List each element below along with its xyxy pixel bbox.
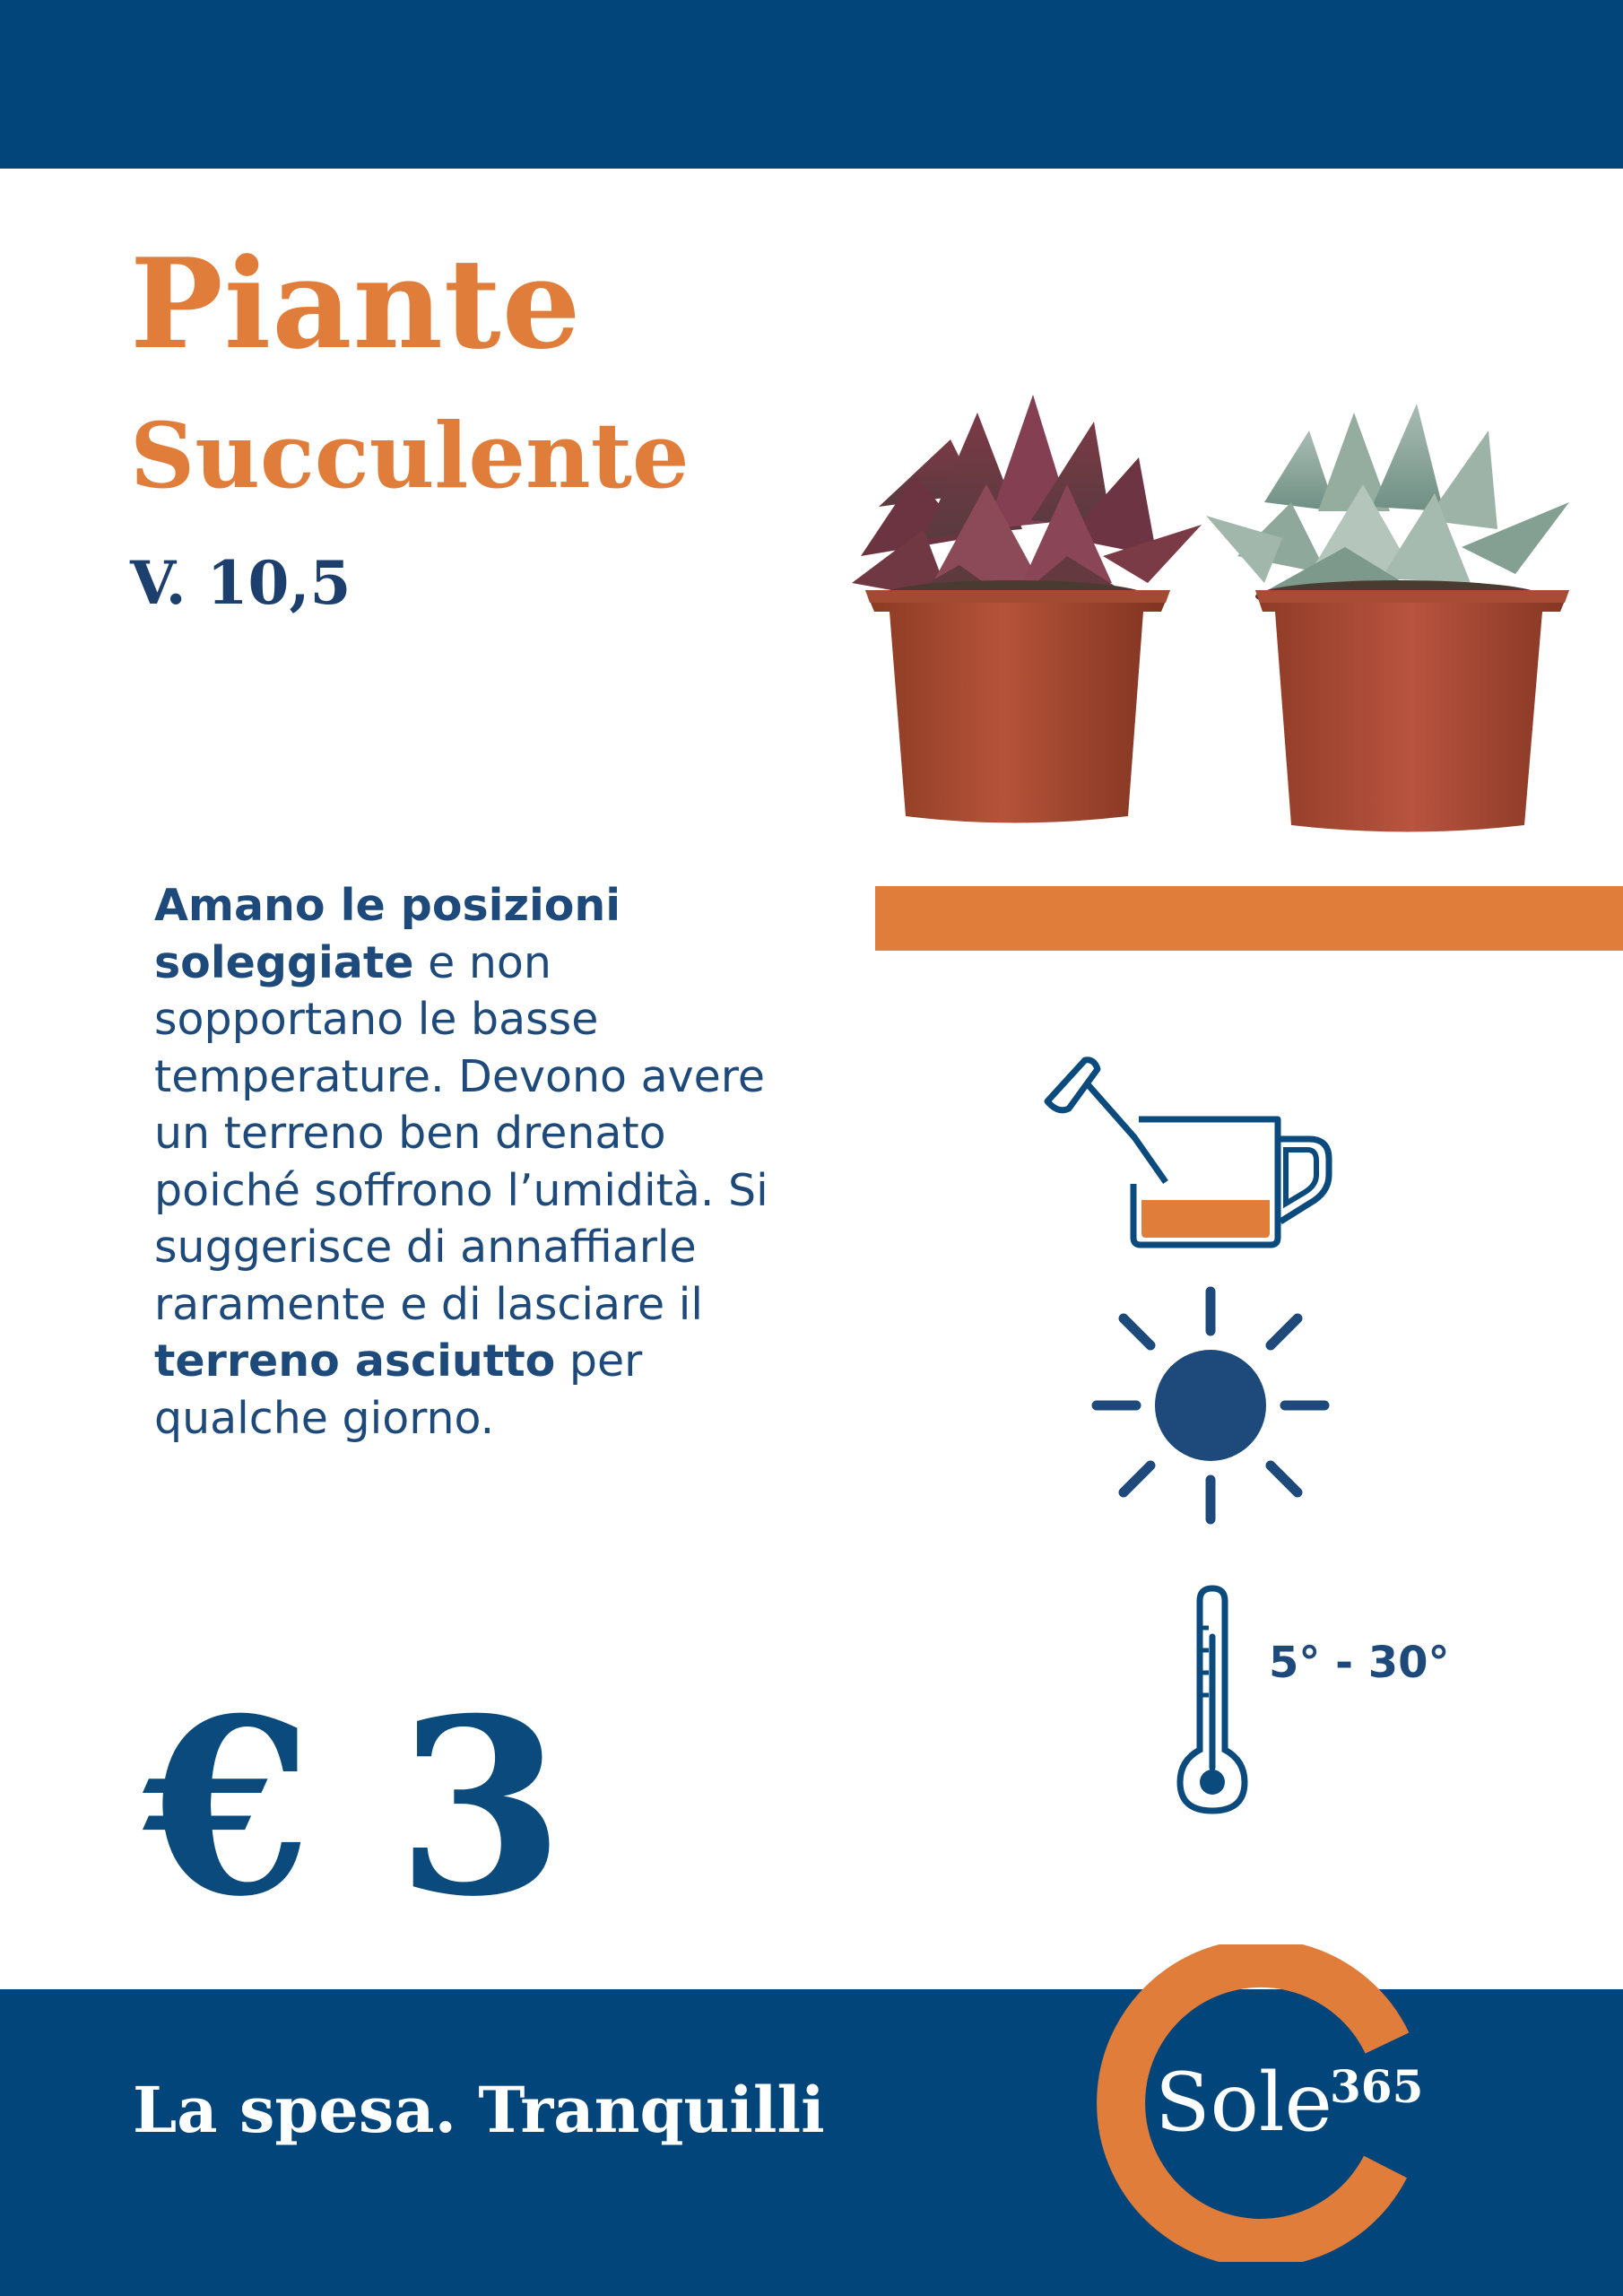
accent-bar <box>875 886 1623 951</box>
logo-text: Sole <box>1155 2056 1332 2150</box>
top-band <box>0 0 1623 169</box>
price: € 3 <box>143 1665 565 1950</box>
right-succulent <box>1206 404 1569 832</box>
left-succulent <box>852 395 1202 823</box>
logo-superscript: 365 <box>1330 2060 1424 2113</box>
footer-tagline: La spesa. Tranquilli <box>133 2073 825 2147</box>
sun-icon <box>1089 1284 1332 1526</box>
description-text-2: per qualche giorno. <box>154 1335 643 1444</box>
page-subtitle: Succulente <box>130 403 690 509</box>
description-bold-1: Amano le posizioni soleggiate <box>154 880 621 988</box>
thermometer-icon <box>1173 1583 1254 1816</box>
description-bold-2: terreno asciutto <box>154 1335 556 1387</box>
succulents-photo <box>843 377 1587 843</box>
temperature-range: 5° - 30° <box>1269 1638 1450 1688</box>
page-title: Piante <box>130 230 582 377</box>
care-description <box>154 877 800 1447</box>
watering-can-icon <box>1040 1049 1345 1251</box>
variant-label: V. 10,5 <box>130 548 352 618</box>
description-text-1: e non sopportano le basse temperature. Devono avere un terreno ben drenato poiché soffrono l’umidità. Si suggerisce di annaffiarle raramente e di lasciare il <box>154 936 768 1330</box>
